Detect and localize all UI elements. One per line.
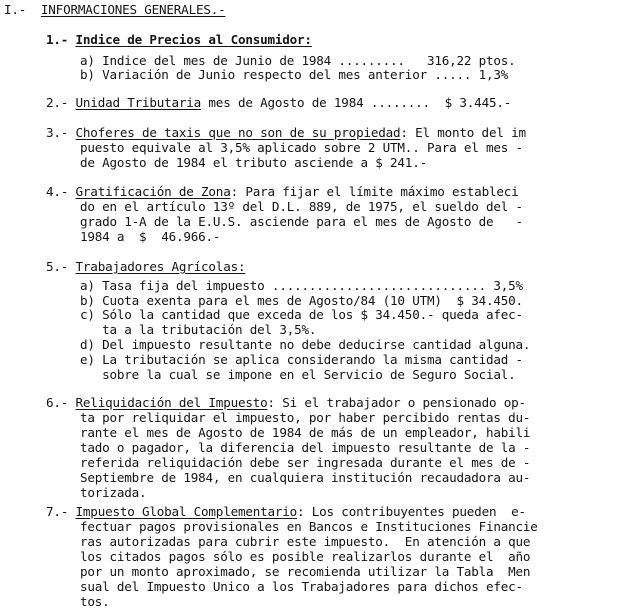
item-7-line: fectuar pagos provisionales en Bancos e Instituciones Financie [80, 519, 538, 534]
item-title: Indice de Precios al Consumidor: [75, 32, 312, 47]
item-5-line-e: sobre la cual se impone en el Servicio de Seguro Social. [80, 367, 516, 382]
item-4-line: do en el artículo 13º del D.L. 889, de 1975, el sueldo del - [80, 199, 523, 214]
item-title: Gratificación de Zona [75, 184, 231, 199]
item-5-line-e: e) La tributación se aplica considerando la misma cantidad - [80, 352, 523, 367]
item-5-line-c: ta a la tributación del 3,5%. [80, 322, 317, 337]
item-number: 6.- [46, 395, 69, 410]
item-6-line: Septiembre de 1984, en cualquiera institución recaudadora au- [80, 470, 531, 485]
item-5-line-d: d) Del impuesto resultante no debe deducirse cantidad alguna. [80, 337, 531, 352]
item-6-line: ta por reliquidar el impuesto, por haber percibido rentas du- [80, 410, 531, 425]
item-7-line: los citados pagos sólo es posible realizarlos durante el año [80, 549, 531, 564]
item-3-heading [46, 126, 526, 141]
section-number: I.- [4, 2, 27, 17]
item-7-line: ras autorizadas para cubrir este impuesto. En atención a que [80, 534, 531, 549]
item-4-line: grado 1-A de la E.U.S. asciende para el mes de Agosto de - [80, 214, 523, 229]
item-7-line: tos. [80, 594, 110, 609]
item-1-line-b: b) Variación de Junio respecto del mes anterior ..... 1,3% [80, 67, 509, 82]
item-6-line: rante el mes de Agosto de 1984 de más de un empleador, habili [80, 425, 531, 440]
item-number: 1.- [46, 32, 69, 47]
section-heading [4, 3, 225, 18]
item-5-line-b: b) Cuota exenta para el mes de Agosto/84 (10 UTM) $ 34.450. [80, 293, 523, 308]
item-title: Unidad Tributaria [75, 95, 202, 110]
item-title: Trabajadores Agrícolas: [75, 259, 246, 274]
item-5-line-c: c) Sólo la cantidad que exceda de los $ 34.450.- queda afec- [80, 307, 523, 322]
item-text: : Los contribuyentes pueden e- [297, 504, 526, 519]
item-6-heading [46, 396, 526, 411]
item-3-line: puesto equivale al 3,5% aplicado sobre 2 UTM.. Para el mes - [80, 140, 523, 155]
item-text: : El monto del im [400, 125, 526, 140]
item-title: Choferes de taxis que no son de su propiedad [75, 125, 401, 140]
item-number: 3.- [46, 125, 69, 140]
item-5-heading [46, 260, 245, 275]
item-1-heading [46, 33, 312, 48]
item-text: : Si el trabajador o pensionado op- [267, 395, 526, 410]
item-number: 7.- [46, 504, 69, 519]
section-title: INFORMACIONES GENERALES.- [40, 2, 226, 17]
item-7-heading [46, 505, 526, 520]
item-5-line-a: a) Tasa fija del impuesto ............................. 3,5% [80, 278, 523, 293]
item-number: 5.- [46, 259, 69, 274]
item-text: : Para fijar el límite máximo estableci [230, 184, 519, 199]
item-7-line: por un monto aproximado, se recomienda utilizar la Tabla Men [80, 564, 531, 579]
item-title: Impuesto Global Complementario [75, 504, 298, 519]
item-4-line: 1984 a $ 46.966.- [80, 229, 221, 244]
item-title: Reliquidación del Impuesto [75, 395, 268, 410]
item-3-line: de Agosto de 1984 el tributo asciende a $ 241.- [80, 155, 427, 170]
item-text: mes de Agosto de 1984 ........ $ 3.445.- [201, 95, 512, 110]
item-6-line: referida reliquidación debe ser ingresada durante el mes de - [80, 455, 531, 470]
item-4-heading [46, 185, 518, 200]
item-6-line: tado o pagador, la diferencia del impuesto resultante de la - [80, 440, 531, 455]
item-number: 2.- [46, 95, 69, 110]
item-1-line-a: a) Indice del mes de Junio de 1984 ......... 316,22 ptos. [80, 53, 516, 68]
item-2-heading [46, 96, 511, 111]
item-number: 4.- [46, 184, 69, 199]
item-6-line: torizada. [80, 485, 147, 500]
item-7-line: sual del Impuesto Unico a los Trabajadores para dichos efec- [80, 579, 523, 594]
